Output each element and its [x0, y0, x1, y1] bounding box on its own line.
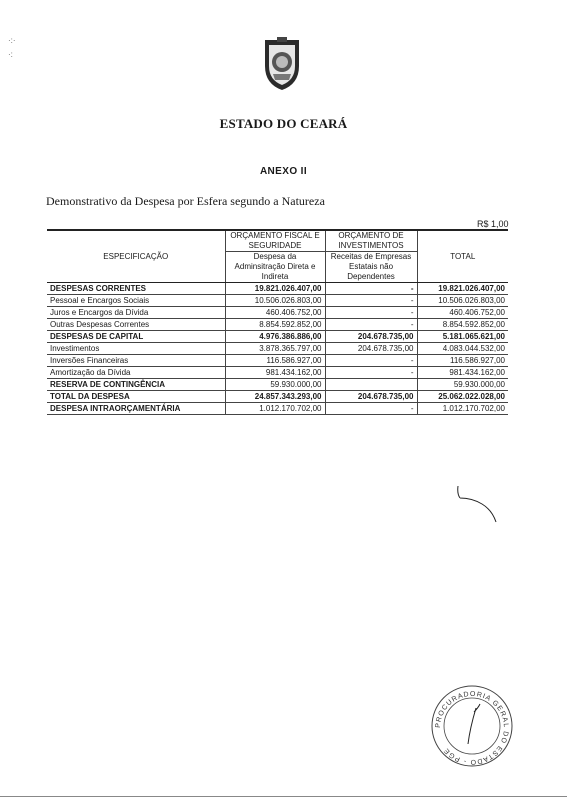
row-fiscal-value: 1.012.170.702,00 — [225, 403, 325, 415]
column-header-investment-group: ORÇAMENTO DE INVESTIMENTOS — [325, 230, 417, 252]
table-row — [47, 367, 508, 379]
row-total-value: 19.821.026.407,00 — [417, 283, 508, 295]
row-fiscal-value: 116.586.927,00 — [225, 355, 325, 367]
row-investment-value: 204.678.735,00 — [325, 331, 417, 343]
table-row — [47, 295, 508, 307]
row-investment-value: - — [325, 355, 417, 367]
row-total-value: 10.506.026.803,00 — [417, 295, 508, 307]
column-header-fiscal-group: ORÇAMENTO FISCAL E SEGURIDADE — [225, 230, 325, 252]
row-label: DESPESA INTRAORÇAMENTÁRIA — [47, 403, 225, 415]
table-row — [47, 283, 508, 295]
scan-marks: ·:· ·: — [8, 36, 16, 59]
column-header-total: TOTAL — [417, 230, 508, 283]
row-investment-value: - — [325, 403, 417, 415]
row-label: DESPESAS DE CAPITAL — [47, 331, 225, 343]
row-label: DESPESAS CORRENTES — [47, 283, 225, 295]
row-total-value: 116.586.927,00 — [417, 355, 508, 367]
row-fiscal-value: 460.406.752,00 — [225, 307, 325, 319]
row-fiscal-value: 59.930.000,00 — [225, 379, 325, 391]
row-fiscal-value: 3.878.365.797,00 — [225, 343, 325, 355]
row-investment-value — [325, 379, 417, 391]
state-title: ESTADO DO CEARÁ — [219, 116, 348, 131]
table-row — [47, 331, 508, 343]
row-fiscal-value: 10.506.026.803,00 — [225, 295, 325, 307]
row-total-value: 8.854.592.852,00 — [417, 319, 508, 331]
row-fiscal-value: 19.821.026.407,00 — [225, 283, 325, 295]
table-row — [47, 343, 508, 355]
row-investment-value: - — [325, 307, 417, 319]
row-total-value: 1.012.170.702,00 — [417, 403, 508, 415]
column-subheader-fiscal: Despesa da Adminsitração Direta e Indireta — [225, 252, 325, 283]
table-row — [47, 319, 508, 331]
table-row — [47, 391, 508, 403]
row-investment-value: - — [325, 283, 417, 295]
table-row — [47, 355, 508, 367]
row-investment-value: 204.678.735,00 — [325, 343, 417, 355]
annex-title: ANEXO II — [259, 166, 308, 177]
column-subheader-investment: Receitas de Empresas Estatais não Dependentes — [325, 252, 417, 283]
row-total-value: 981.434.162,00 — [417, 367, 508, 379]
row-total-value: 5.181.065.621,00 — [417, 331, 508, 343]
row-label: Amortização da Dívida — [47, 367, 225, 379]
procuradoria-seal-stamp — [424, 678, 520, 774]
row-label: Investimentos — [47, 343, 225, 355]
column-header-specification: ESPECIFICAÇÃO — [47, 230, 225, 283]
row-fiscal-value: 4.976.386.886,00 — [225, 331, 325, 343]
row-investment-value: - — [325, 295, 417, 307]
row-investment-value: - — [325, 367, 417, 379]
table-row — [47, 379, 508, 391]
table-row — [47, 307, 508, 319]
row-fiscal-value: 8.854.592.852,00 — [225, 319, 325, 331]
expense-table — [47, 229, 508, 415]
document-subtitle: Demonstrativo da Despesa por Esfera segundo a Natureza — [46, 194, 325, 208]
row-total-value: 4.083.044.532,00 — [417, 343, 508, 355]
row-label: Pessoal e Encargos Sociais — [47, 295, 225, 307]
page-bottom-rule — [0, 796, 567, 797]
state-coat-of-arms-icon — [259, 36, 305, 92]
row-label: Inversões Financeiras — [47, 355, 225, 367]
row-total-value: 460.406.752,00 — [417, 307, 508, 319]
row-label: Outras Despesas Correntes — [47, 319, 225, 331]
table-row — [47, 403, 508, 415]
row-fiscal-value: 24.857.343.293,00 — [225, 391, 325, 403]
row-label: RESERVA DE CONTINGÊNCIA — [47, 379, 225, 391]
row-label: Juros e Encargos da Dívida — [47, 307, 225, 319]
row-label: TOTAL DA DESPESA — [47, 391, 225, 403]
handwritten-signature — [452, 484, 502, 526]
row-investment-value: 204.678.735,00 — [325, 391, 417, 403]
currency-note: R$ 1,00 — [477, 219, 509, 229]
row-investment-value: - — [325, 319, 417, 331]
seal-text: PROCURADORIA GERAL DO ESTADO - PGE — [434, 690, 510, 766]
row-fiscal-value: 981.434.162,00 — [225, 367, 325, 379]
row-total-value: 59.930.000,00 — [417, 379, 508, 391]
row-total-value: 25.062.022.028,00 — [417, 391, 508, 403]
